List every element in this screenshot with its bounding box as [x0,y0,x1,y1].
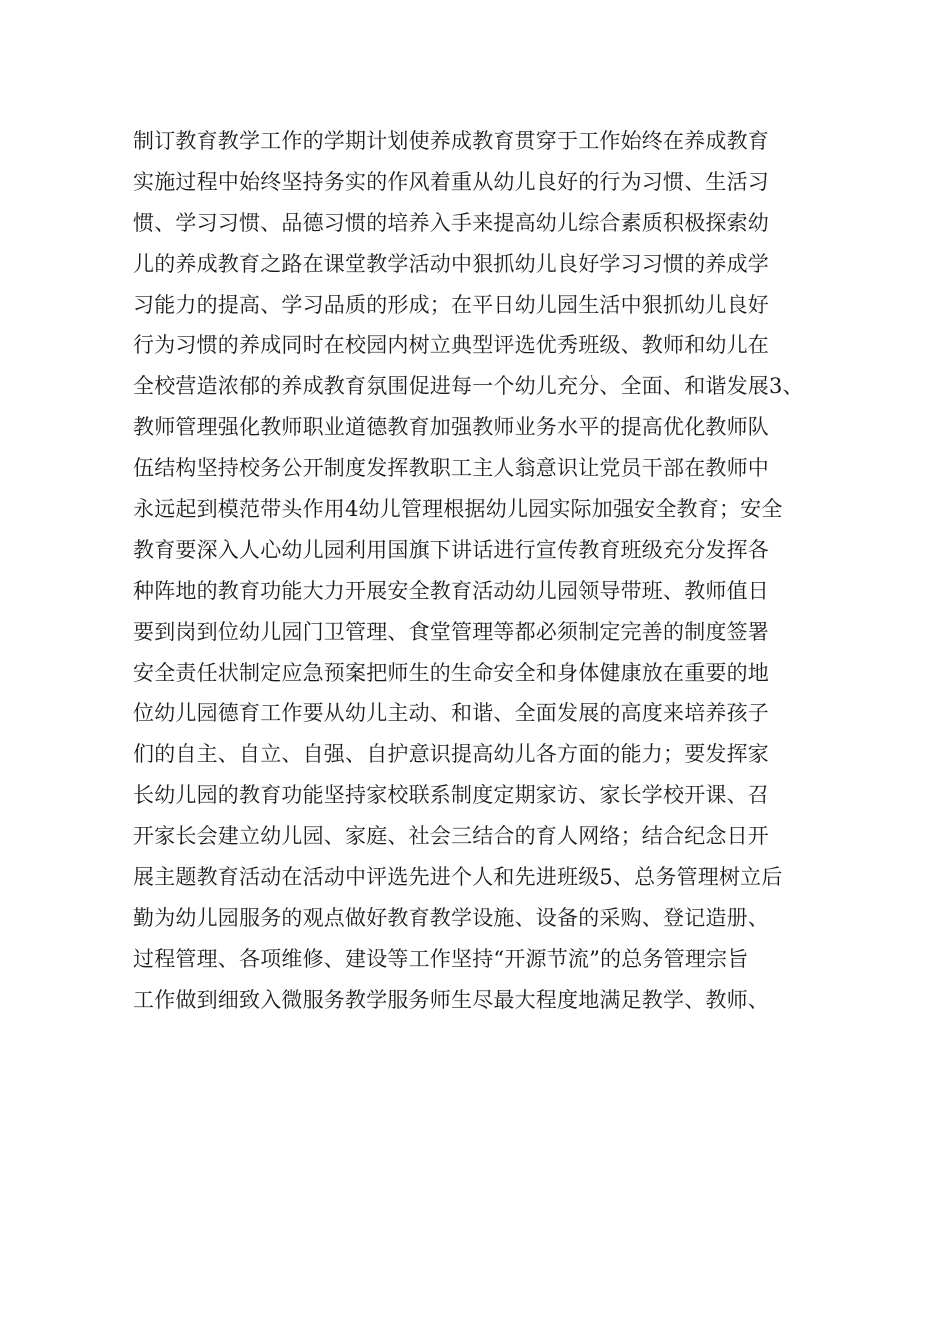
text-line: 教师管理强化教师职业道德教育加强教师业务水平的提高优化教师队 [133,415,769,440]
text-line: 种阵地的教育功能大力开展安全教育活动幼儿园领导带班、教师值日 [133,578,769,603]
text-line: 惯、学习习惯、品德习惯的培养入手来提高幼儿综合素质积极探索幼 [133,210,769,235]
text-line: 开家长会建立幼儿园、家庭、社会三结合的育人网络；结合纪念日开 [133,824,769,849]
text-line: 永远起到模范带头作用4幼儿管理根据幼儿园实际加强安全教育；安全 [133,497,783,522]
text-line: 实施过程中始终坚持务实的作风着重从幼儿良好的行为习惯、生活习 [133,169,769,194]
text-line: 展主题教育活动在活动中评选先进个人和先进班级5、总务管理树立后 [133,865,783,890]
text-line: 行为习惯的养成同时在校园内树立典型评选优秀班级、教师和幼儿在 [133,333,769,358]
text-line: 要到岗到位幼儿园门卫管理、食堂管理等都必须制定完善的制度签署 [133,619,769,644]
text-line: 儿的养成教育之路在课堂教学活动中狠抓幼儿良好学习习惯的养成学 [133,251,769,276]
text-line: 全校营造浓郁的养成教育氛围促进每一个幼儿充分、全面、和谐发展3、 [133,374,804,399]
text-line: 习能力的提高、学习品质的形成；在平日幼儿园生活中狠抓幼儿良好 [133,292,769,317]
text-line: 制订教育教学工作的学期计划使养成教育贯穿于工作始终在养成教育 [133,129,769,153]
text-line: 们的自主、自立、自强、自护意识提高幼儿各方面的能力；要发挥家 [133,742,769,767]
text-line: 工作做到细致入微服务教学服务师生尽最大程度地满足教学、教师、 [133,987,769,1012]
text-line: 伍结构坚持校务公开制度发挥教职工主人翁意识让党员干部在教师中 [133,456,769,481]
text-line: 教育要深入人心幼儿园利用国旗下讲话进行宣传教育班级充分发挥各 [133,537,769,562]
text-line: 勤为幼儿园服务的观点做好教育教学设施、设备的采购、登记造册、 [133,905,769,930]
text-line: 长幼儿园的教育功能坚持家校联系制度定期家访、家长学校开课、召 [133,783,769,808]
document-body [133,121,833,1021]
text-line: 过程管理、各项维修、建设等工作坚持“开源节流”的总务管理宗旨 [133,946,749,971]
text-line: 位幼儿园德育工作要从幼儿主动、和谐、全面发展的高度来培养孩子 [133,701,769,726]
text-line: 安全责任状制定应急预案把师生的生命安全和身体健康放在重要的地 [133,660,769,685]
